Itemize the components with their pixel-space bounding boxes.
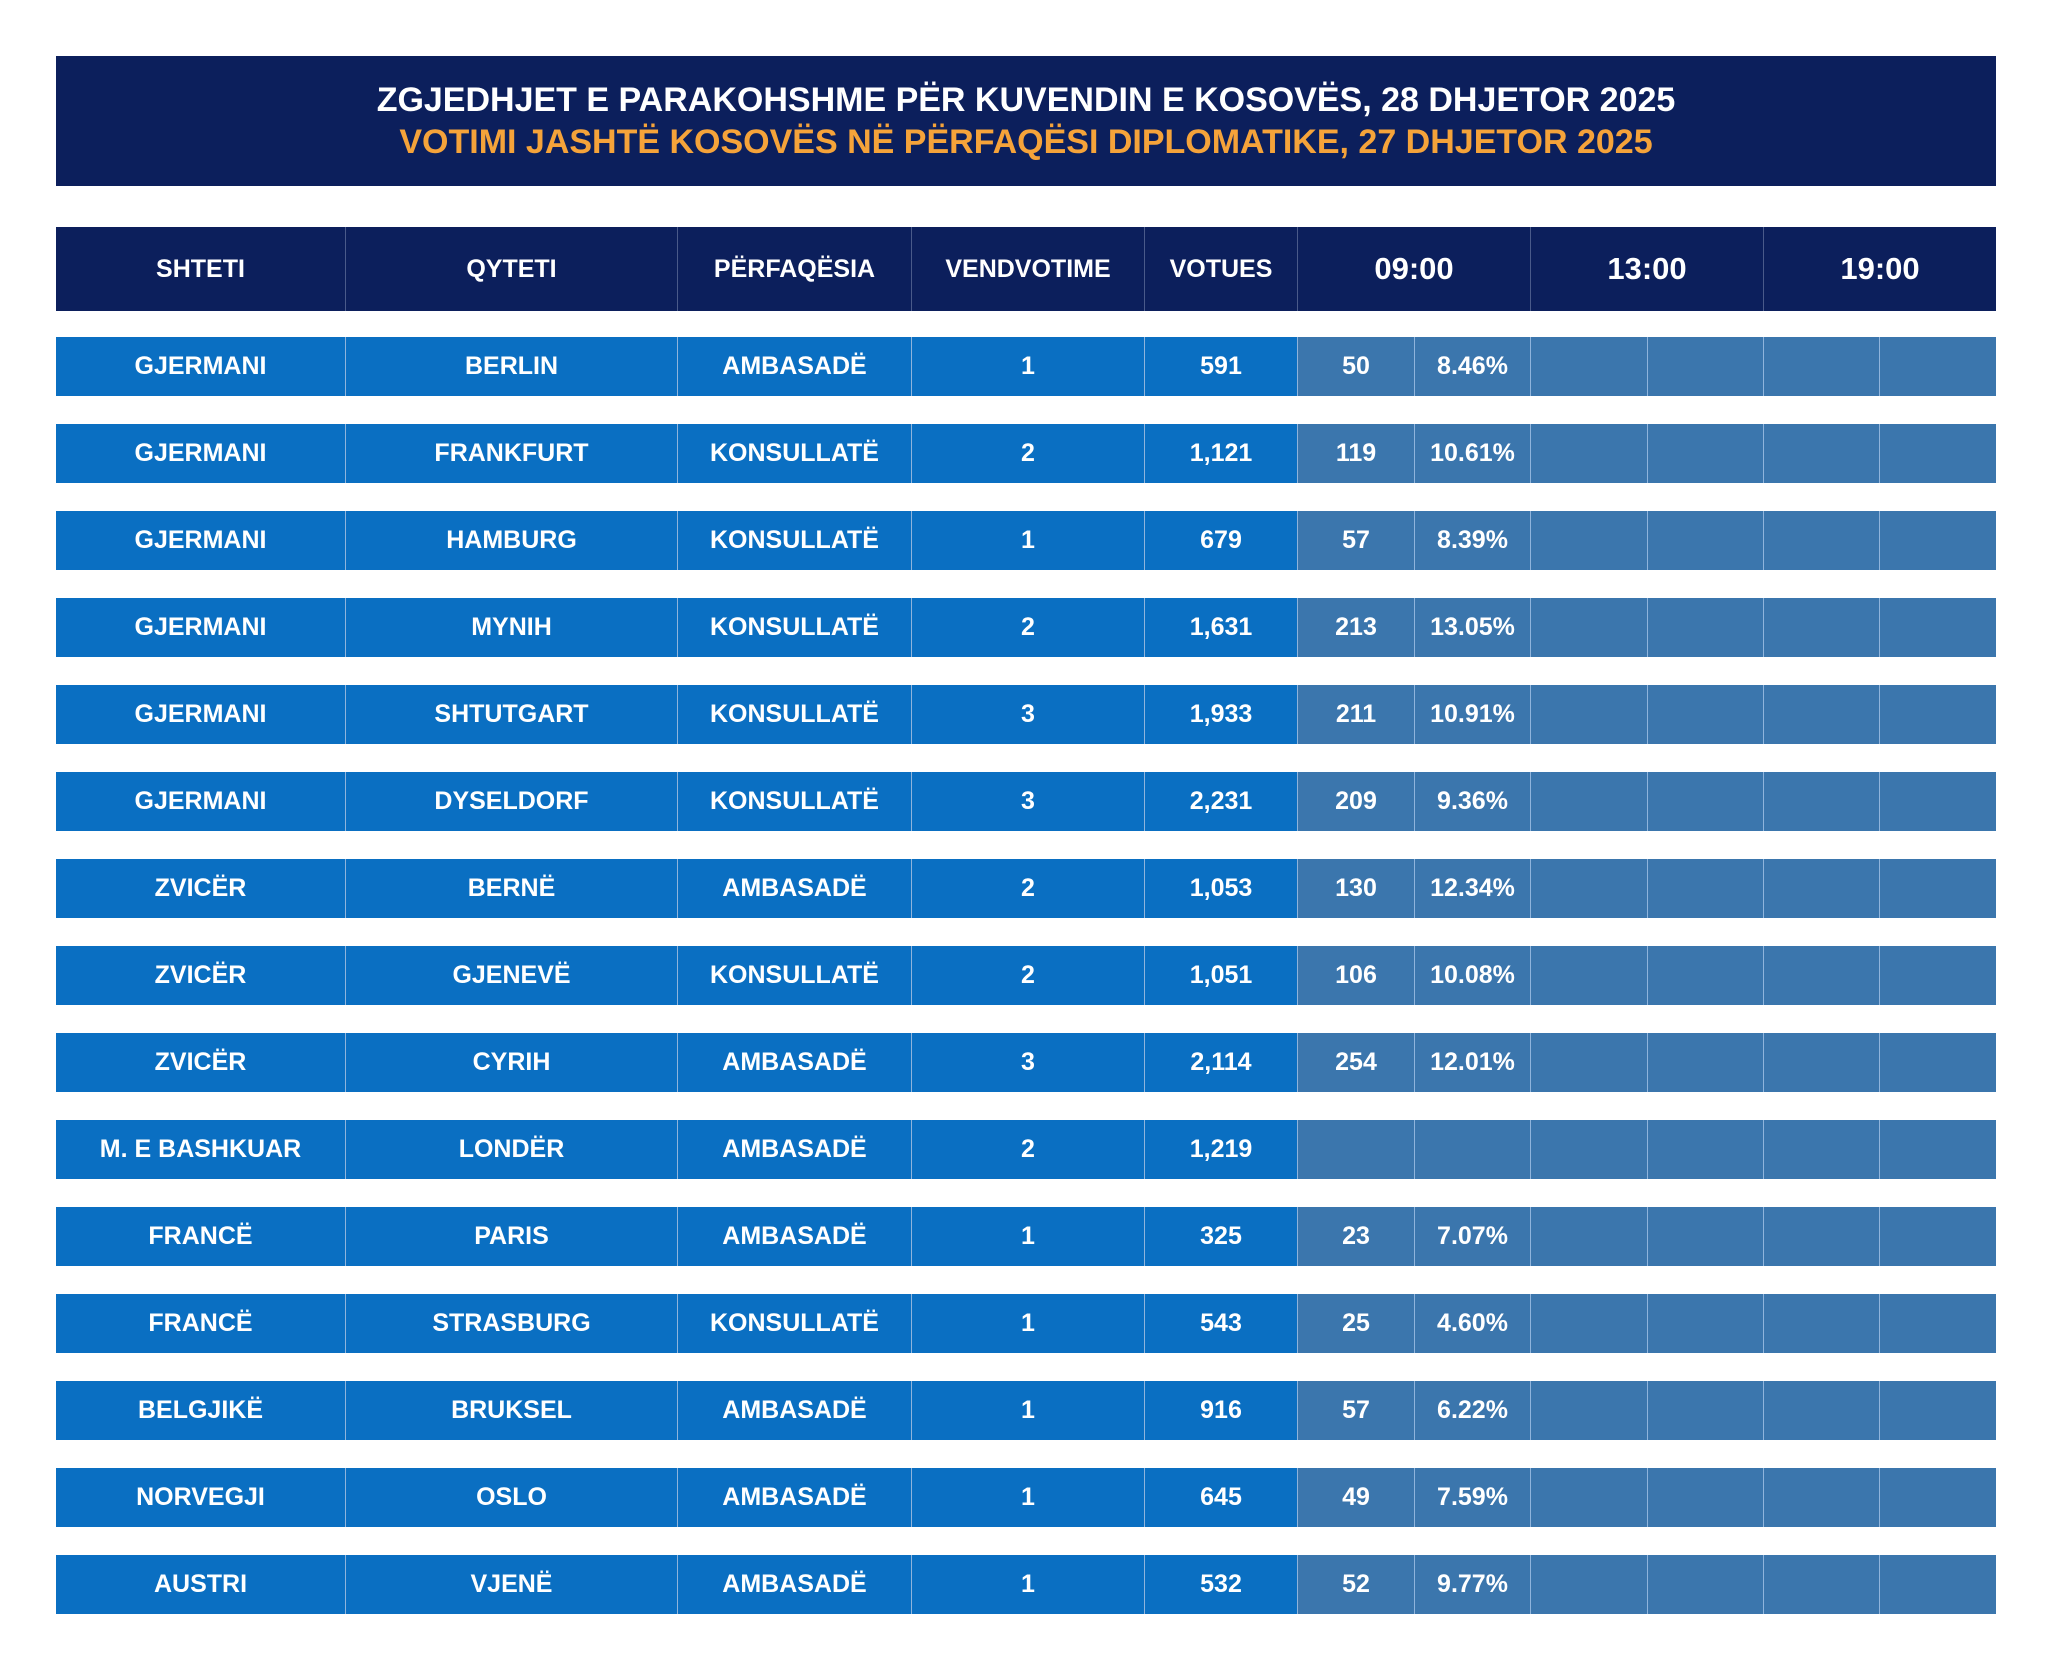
cell-1300-votes — [1531, 1033, 1648, 1092]
table-row — [56, 946, 1996, 1005]
cell-1300-percent — [1648, 946, 1764, 1005]
cell-polling-stations: 1 — [912, 1381, 1145, 1440]
cell-1300-votes — [1531, 511, 1648, 570]
cell-city: DYSELDORF — [346, 772, 678, 831]
cell-1900-votes — [1764, 685, 1880, 744]
cell-1900-percent — [1880, 859, 1996, 918]
cell-city: CYRIH — [346, 1033, 678, 1092]
cell-1300-votes — [1531, 859, 1648, 918]
cell-polling-stations: 2 — [912, 1120, 1145, 1179]
cell-0900-votes: 213 — [1298, 598, 1415, 657]
cell-country: ZVICËR — [56, 859, 346, 918]
cell-1300-percent — [1648, 598, 1764, 657]
table-row — [56, 772, 1996, 831]
column-header-city: QYTETI — [346, 227, 678, 311]
cell-1300-percent — [1648, 1468, 1764, 1527]
table-row — [56, 511, 1996, 570]
cell-0900-percent: 4.60% — [1415, 1294, 1531, 1353]
cell-0900-votes: 106 — [1298, 946, 1415, 1005]
cell-1300-percent — [1648, 685, 1764, 744]
cell-0900-percent: 9.36% — [1415, 772, 1531, 831]
cell-0900-percent: 10.61% — [1415, 424, 1531, 483]
cell-1900-votes — [1764, 859, 1880, 918]
cell-city: LONDËR — [346, 1120, 678, 1179]
cell-polling-stations: 1 — [912, 1555, 1145, 1614]
cell-1300-votes — [1531, 1381, 1648, 1440]
cell-mission: KONSULLATË — [678, 946, 912, 1005]
column-header-country: SHTETI — [56, 227, 346, 311]
cell-polling-stations: 3 — [912, 685, 1145, 744]
page-subtitle: VOTIMI JASHTË KOSOVËS NË PËRFAQËSI DIPLOMATIKE, 27 DHJETOR 2025 — [399, 123, 1653, 161]
cell-1300-percent — [1648, 1381, 1764, 1440]
cell-1900-percent — [1880, 1468, 1996, 1527]
table-row — [56, 337, 1996, 396]
cell-voters: 591 — [1145, 337, 1298, 396]
table-row — [56, 1207, 1996, 1266]
table-row — [56, 1294, 1996, 1353]
cell-1300-percent — [1648, 424, 1764, 483]
cell-mission: KONSULLATË — [678, 511, 912, 570]
cell-polling-stations: 3 — [912, 772, 1145, 831]
cell-1900-percent — [1880, 946, 1996, 1005]
cell-1300-percent — [1648, 1555, 1764, 1614]
cell-country: M. E BASHKUAR — [56, 1120, 346, 1179]
cell-city: OSLO — [346, 1468, 678, 1527]
cell-1900-percent — [1880, 337, 1996, 396]
cell-0900-votes: 209 — [1298, 772, 1415, 831]
cell-city: MYNIH — [346, 598, 678, 657]
cell-1300-votes — [1531, 424, 1648, 483]
cell-0900-votes: 254 — [1298, 1033, 1415, 1092]
cell-country: ZVICËR — [56, 1033, 346, 1092]
cell-0900-percent: 8.39% — [1415, 511, 1531, 570]
table-body — [56, 337, 1996, 1642]
cell-country: GJERMANI — [56, 772, 346, 831]
cell-country: ZVICËR — [56, 946, 346, 1005]
cell-polling-stations: 2 — [912, 946, 1145, 1005]
cell-1300-votes — [1531, 598, 1648, 657]
cell-voters: 2,114 — [1145, 1033, 1298, 1092]
cell-1900-votes — [1764, 1033, 1880, 1092]
cell-1900-percent — [1880, 1555, 1996, 1614]
cell-voters: 916 — [1145, 1381, 1298, 1440]
cell-country: NORVEGJI — [56, 1468, 346, 1527]
cell-polling-stations: 2 — [912, 598, 1145, 657]
cell-mission: AMBASADË — [678, 1468, 912, 1527]
cell-city: BRUKSEL — [346, 1381, 678, 1440]
cell-1900-percent — [1880, 1033, 1996, 1092]
cell-city: PARIS — [346, 1207, 678, 1266]
column-header-0900: 09:00 — [1298, 227, 1531, 311]
cell-city: BERLIN — [346, 337, 678, 396]
cell-voters: 1,051 — [1145, 946, 1298, 1005]
table-header — [56, 227, 1996, 311]
table-row — [56, 1033, 1996, 1092]
cell-voters: 1,933 — [1145, 685, 1298, 744]
table-row — [56, 1555, 1996, 1614]
cell-1300-percent — [1648, 772, 1764, 831]
cell-1300-percent — [1648, 1207, 1764, 1266]
cell-country: GJERMANI — [56, 598, 346, 657]
cell-1900-votes — [1764, 1120, 1880, 1179]
cell-1300-votes — [1531, 1555, 1648, 1614]
cell-mission: AMBASADË — [678, 1120, 912, 1179]
cell-mission: KONSULLATË — [678, 772, 912, 831]
cell-1300-votes — [1531, 1120, 1648, 1179]
page-title: ZGJEDHJET E PARAKOHSHME PËR KUVENDIN E KOSOVËS, 28 DHJETOR 2025 — [376, 81, 1676, 119]
cell-0900-percent — [1415, 1120, 1531, 1179]
cell-1300-votes — [1531, 685, 1648, 744]
column-header-1900: 19:00 — [1840, 251, 1920, 286]
cell-polling-stations: 1 — [912, 1294, 1145, 1353]
cell-1300-percent — [1648, 1294, 1764, 1353]
cell-country: GJERMANI — [56, 424, 346, 483]
cell-1900-percent — [1880, 772, 1996, 831]
cell-polling-stations: 1 — [912, 511, 1145, 570]
cell-1900-percent — [1880, 1120, 1996, 1179]
cell-0900-votes: 25 — [1298, 1294, 1415, 1353]
column-header-mission: PËRFAQËSIA — [678, 227, 912, 311]
cell-0900-percent: 7.59% — [1415, 1468, 1531, 1527]
cell-mission: AMBASADË — [678, 1555, 912, 1614]
column-header-polling-stations: VENDVOTIME — [912, 227, 1145, 311]
cell-0900-percent: 12.01% — [1415, 1033, 1531, 1092]
cell-voters: 543 — [1145, 1294, 1298, 1353]
cell-1900-percent — [1880, 685, 1996, 744]
cell-1300-percent — [1648, 859, 1764, 918]
cell-0900-percent: 9.77% — [1415, 1555, 1531, 1614]
cell-0900-votes: 49 — [1298, 1468, 1415, 1527]
cell-0900-percent: 12.34% — [1415, 859, 1531, 918]
cell-1900-votes — [1764, 1294, 1880, 1353]
cell-city: GJENEVË — [346, 946, 678, 1005]
cell-0900-votes: 57 — [1298, 1381, 1415, 1440]
cell-1900-percent — [1880, 424, 1996, 483]
cell-1900-votes — [1764, 1207, 1880, 1266]
table-row — [56, 598, 1996, 657]
cell-voters: 325 — [1145, 1207, 1298, 1266]
table-row — [56, 685, 1996, 744]
cell-mission: KONSULLATË — [678, 424, 912, 483]
cell-city: STRASBURG — [346, 1294, 678, 1353]
cell-voters: 1,219 — [1145, 1120, 1298, 1179]
cell-1300-percent — [1648, 337, 1764, 396]
cell-country: FRANCË — [56, 1207, 346, 1266]
cell-1900-percent — [1880, 1381, 1996, 1440]
column-header-voters: VOTUES — [1145, 227, 1298, 311]
cell-voters: 1,053 — [1145, 859, 1298, 918]
cell-0900-percent: 10.08% — [1415, 946, 1531, 1005]
cell-polling-stations: 2 — [912, 859, 1145, 918]
cell-0900-votes: 119 — [1298, 424, 1415, 483]
cell-voters: 2,231 — [1145, 772, 1298, 831]
cell-mission: AMBASADË — [678, 1207, 912, 1266]
cell-1300-percent — [1648, 1033, 1764, 1092]
cell-voters: 1,631 — [1145, 598, 1298, 657]
cell-0900-votes: 52 — [1298, 1555, 1415, 1614]
cell-mission: AMBASADË — [678, 1381, 912, 1440]
cell-1900-votes — [1764, 1468, 1880, 1527]
table-row — [56, 1381, 1996, 1440]
cell-0900-votes: 50 — [1298, 337, 1415, 396]
cell-voters: 532 — [1145, 1555, 1298, 1614]
cell-1300-percent — [1648, 511, 1764, 570]
cell-1900-votes — [1764, 424, 1880, 483]
cell-mission: AMBASADË — [678, 859, 912, 918]
cell-0900-votes: 211 — [1298, 685, 1415, 744]
cell-0900-percent: 7.07% — [1415, 1207, 1531, 1266]
cell-polling-stations: 1 — [912, 1468, 1145, 1527]
cell-0900-votes: 57 — [1298, 511, 1415, 570]
cell-country: GJERMANI — [56, 337, 346, 396]
cell-1300-votes — [1531, 337, 1648, 396]
cell-1900-percent — [1880, 511, 1996, 570]
cell-polling-stations: 1 — [912, 337, 1145, 396]
table-row — [56, 1468, 1996, 1527]
cell-1900-votes — [1764, 946, 1880, 1005]
cell-city: BERNË — [346, 859, 678, 918]
cell-mission: KONSULLATË — [678, 1294, 912, 1353]
cell-mission: AMBASADË — [678, 337, 912, 396]
cell-0900-votes: 130 — [1298, 859, 1415, 918]
cell-country: GJERMANI — [56, 511, 346, 570]
title-banner — [56, 56, 1996, 186]
table-row — [56, 1120, 1996, 1179]
cell-1300-votes — [1531, 1468, 1648, 1527]
cell-0900-votes — [1298, 1120, 1415, 1179]
cell-1900-votes — [1764, 337, 1880, 396]
cell-mission: AMBASADË — [678, 1033, 912, 1092]
cell-0900-percent: 10.91% — [1415, 685, 1531, 744]
cell-1900-votes — [1764, 772, 1880, 831]
cell-polling-stations: 1 — [912, 1207, 1145, 1266]
cell-1300-votes — [1531, 1207, 1648, 1266]
cell-0900-percent: 13.05% — [1415, 598, 1531, 657]
cell-country: FRANCË — [56, 1294, 346, 1353]
cell-voters: 679 — [1145, 511, 1298, 570]
cell-country: AUSTRI — [56, 1555, 346, 1614]
cell-0900-percent: 8.46% — [1415, 337, 1531, 396]
cell-voters: 1,121 — [1145, 424, 1298, 483]
cell-city: HAMBURG — [346, 511, 678, 570]
cell-country: BELGJIKË — [56, 1381, 346, 1440]
cell-polling-stations: 2 — [912, 424, 1145, 483]
cell-1300-percent — [1648, 1120, 1764, 1179]
cell-1900-votes — [1764, 1381, 1880, 1440]
cell-1900-votes — [1764, 598, 1880, 657]
table-row — [56, 859, 1996, 918]
cell-country: GJERMANI — [56, 685, 346, 744]
cell-1300-votes — [1531, 946, 1648, 1005]
cell-city: SHTUTGART — [346, 685, 678, 744]
table-row — [56, 424, 1996, 483]
cell-1900-percent — [1880, 598, 1996, 657]
column-header-1300: 13:00 — [1531, 227, 1764, 311]
cell-voters: 645 — [1145, 1468, 1298, 1527]
cell-0900-votes: 23 — [1298, 1207, 1415, 1266]
cell-mission: KONSULLATË — [678, 598, 912, 657]
cell-1900-percent — [1880, 1207, 1996, 1266]
cell-polling-stations: 3 — [912, 1033, 1145, 1092]
cell-1900-percent — [1880, 1294, 1996, 1353]
cell-1900-votes — [1764, 1555, 1880, 1614]
cell-city: FRANKFURT — [346, 424, 678, 483]
cell-mission: KONSULLATË — [678, 685, 912, 744]
cell-1900-votes — [1764, 511, 1880, 570]
cell-0900-percent: 6.22% — [1415, 1381, 1531, 1440]
cell-city: VJENË — [346, 1555, 678, 1614]
cell-1300-votes — [1531, 772, 1648, 831]
cell-1300-votes — [1531, 1294, 1648, 1353]
